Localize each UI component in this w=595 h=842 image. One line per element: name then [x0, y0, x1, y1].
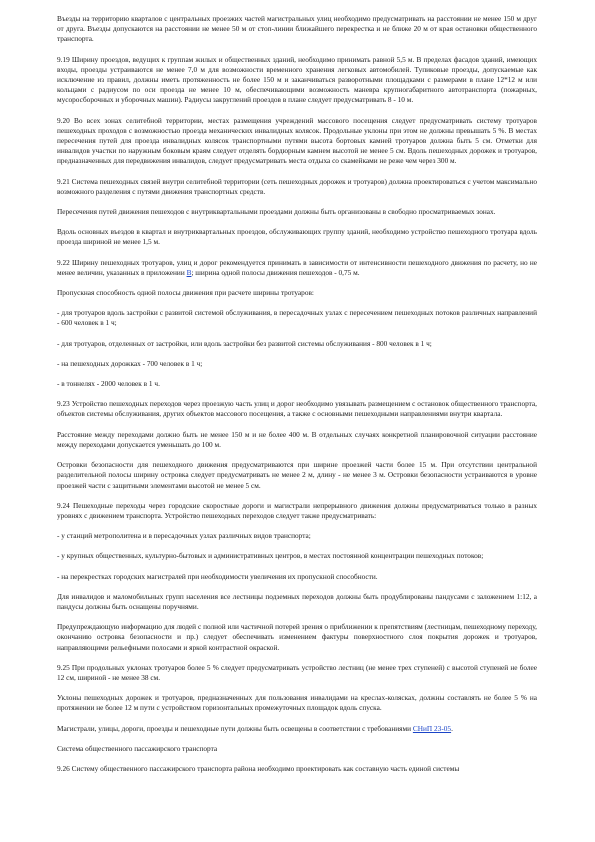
list-item-capacity-2: - для тротуаров, отделенных от застройки, или вдоль застройки без развитой системы обслуживания - 800 человек в 1 ч; [57, 338, 432, 348]
paragraph-lighting-end: . [451, 723, 453, 733]
paragraph-safety-islands: Островки безопасности для пешеходного движения предусматриваются при ширине проезжей части более 15 м. При отсутствии центральной разделительной полосы ширину островка следует предусматривать не менее 2 м, длину - не менее 3 м. Островки безопасности устраиваются в уровне проезжей части с защитными элементами высотой не менее 5 см. [57, 460, 537, 490]
paragraph-9-24: 9.24 Пешеходные переходы через городские скоростные дороги и магистрали непрерывного движения должны предусматриваться только в разных уровнях с движением транспорта. Устройство пешеходных переходов следует также предусматривать: [57, 500, 537, 520]
paragraph-crossing-distance: Расстояние между переходами должно быть не менее 150 м и не более 400 м. В отдельных случаях конкретной планировочной ситуации расстояние между переходами допускается уменьшать до 100 м. [57, 429, 537, 449]
paragraph-sidewalk-width: Вдоль основных въездов в квартал и внутриквартальных проездов, обслуживающих группу зданий, необходимо устройство пешеходного тротуара вдоль проезда шириной не менее 1,5 м. [57, 227, 537, 247]
paragraph-lighting [57, 724, 537, 734]
paragraph-capacity: Пропускная способность одной полосы движения при расчете ширины тротуаров: [57, 288, 314, 298]
list-item-capacity-3: - на пешеходных дорожках - 700 человек в 1 ч; [57, 358, 203, 368]
paragraph-9-19: 9.19 Ширину проездов, ведущих к группам жилых и общественных зданий, необходимо принимать равной 5,5 м. В пределах фасадов зданий, имеющих входы, проезды устраиваются не менее 7,0 м для возможности временного хранения легковых автомобилей. Тупиковые проезды, допускаемые как исключение из правил, должны иметь протяженность не более 150 м и заканчиваться разворотными площадками с размерами в плане 12*12 м или кольцами с радиусом по оси проезда не менее 10 м, обеспечивающими возможность маневра крупногабаритного автотранспорта (пожарных, мусоросборочных и уборочных машин). Радиусы закруглений проездов в плане следует предусматривать 8 - 10 м. [57, 54, 537, 105]
paragraph-ramps: Для инвалидов и маломобильных групп населения все лестницы подземных переходов должны быть продублированы пандусами с заложением 1:12, а пандусы должны быть оснащены поручнями. [57, 591, 537, 611]
paragraph-lighting-text: Магистрали, улицы, дороги, проезды и пешеходные пути должны быть освещены в соответствии с требованиями [57, 723, 413, 733]
list-item-crossing-1: - у станций метрополитена и в пересадочных узлах различных видов транспорта; [57, 531, 311, 541]
paragraph-9-25: 9.25 При продольных уклонах тротуаров более 5 % следует предусматривать устройство лестниц (не менее трех ступеней) с высотой ступеней не более 12 см, шириной - не менее 38 см. [57, 662, 537, 682]
paragraph-entrances: Въезды на территорию кварталов с центральных проезжих частей магистральных улиц необходимо предусматривать на расстоянии не менее 150 м друг от друга. Въезды допускаются на расстоянии не менее 50 м от стоп-линии ближайшего перекрестка и не ближе 20 м от края остановки общественного транспорта. [57, 14, 537, 44]
paragraph-9-22-text-b: ; ширина одной полосы движения пешеходов - 0,75 м. [191, 267, 360, 277]
paragraph-9-20: 9.20 Во всех зонах селитебной территории, местах размещения учреждений массового посещения следует предусматривать систему тротуаров пешеходных проходов с возможностью проезда механических инвалидных колясок. Продольные уклоны при этом не должны превышать 5 %. В местах пересечения путей для проезда инвалидных колясок транспортными путями высота бортовых камней тротуаров должна быть 5 см. Отметки для инвалидов участки по наружным боковым краям следует отделять бордюрным камнем высотой не менее 5 см. Вдоль пешеходных дорожек и тротуаров, предназначенных для передвижения инвалидов, следует предусматривать места отдыха со скамейками не реже чем через 300 м. [57, 115, 537, 166]
paragraph-crossings-zones: Пересечения путей движения пешеходов с внутриквартальными проездами должны быть организованы в свободно просматриваемых зонах. [57, 207, 496, 217]
paragraph-slopes: Уклоны пешеходных дорожек и тротуаров, предназначенных для пользования инвалидами на креслах-колясках, должны составлять не более 5 % на протяжении не более 12 м пути с устройством горизонтальных промежуточных площадок вдоль спуска. [57, 693, 537, 713]
paragraph-9-23: 9.23 Устройство пешеходных переходов через проезжую часть улиц и дорог необходимо увязывать размещением с остановок общественного транспорта, объектов системы обслуживания, других объектов массового посещения, а также с основными пешеходными направлениями внутри квартала. [57, 399, 537, 419]
list-item-crossing-3: - на перекрестках городских магистралей при необходимости увеличения их пропускной способности. [57, 571, 378, 581]
appendix-link[interactable]: В [186, 267, 192, 277]
document-page [57, 14, 537, 784]
section-heading-public-transport: Система общественного пассажирского транспорта [57, 743, 218, 753]
list-item-capacity-1: - для тротуаров вдоль застройки с развитой системой обслуживания, в пересадочных узлах с пересечением пешеходных потоков различных направлений - 600 человек в 1 ч; [57, 308, 537, 328]
paragraph-9-22 [57, 258, 537, 278]
list-item-crossing-2: - у крупных общественных, культурно-бытовых и административных центров, в местах постоянной концентрации пешеходных потоков; [57, 551, 484, 561]
paragraph-9-21: 9.21 Система пешеходных связей внутри селитебной территории (сеть пешеходных дорожек и тротуаров) должна проектироваться с учетом максимально возможного разделения с путями движения транспортных средств. [57, 176, 537, 196]
snip-link[interactable]: СНиП 23-05 [412, 723, 452, 733]
paragraph-9-22-text-a: 9.22 Ширину пешеходных тротуаров, улиц и дорог рекомендуется принимать в зависимости от интенсивности пешеходного движения по расчету, но не менее величин, указанных в приложении [57, 257, 537, 277]
paragraph-9-26: 9.26 Систему общественного пассажирского транспорта района необходимо проектировать как составную часть единой системы [57, 763, 460, 773]
list-item-capacity-4: - в тоннелях - 2000 человек в 1 ч. [57, 379, 160, 389]
paragraph-warning-info: Предупреждающую информацию для людей с полной или частичной потерей зрения о приближении к препятствиям (лестницам, пешеходному переходу, окончанию островка безопасности и пр.) следует обеспечивать изменением фактуры поверхностного слоя покрытия дорожек и тротуаров, направляющими рельефными полосами и яркой контрастной окраской. [57, 622, 537, 652]
